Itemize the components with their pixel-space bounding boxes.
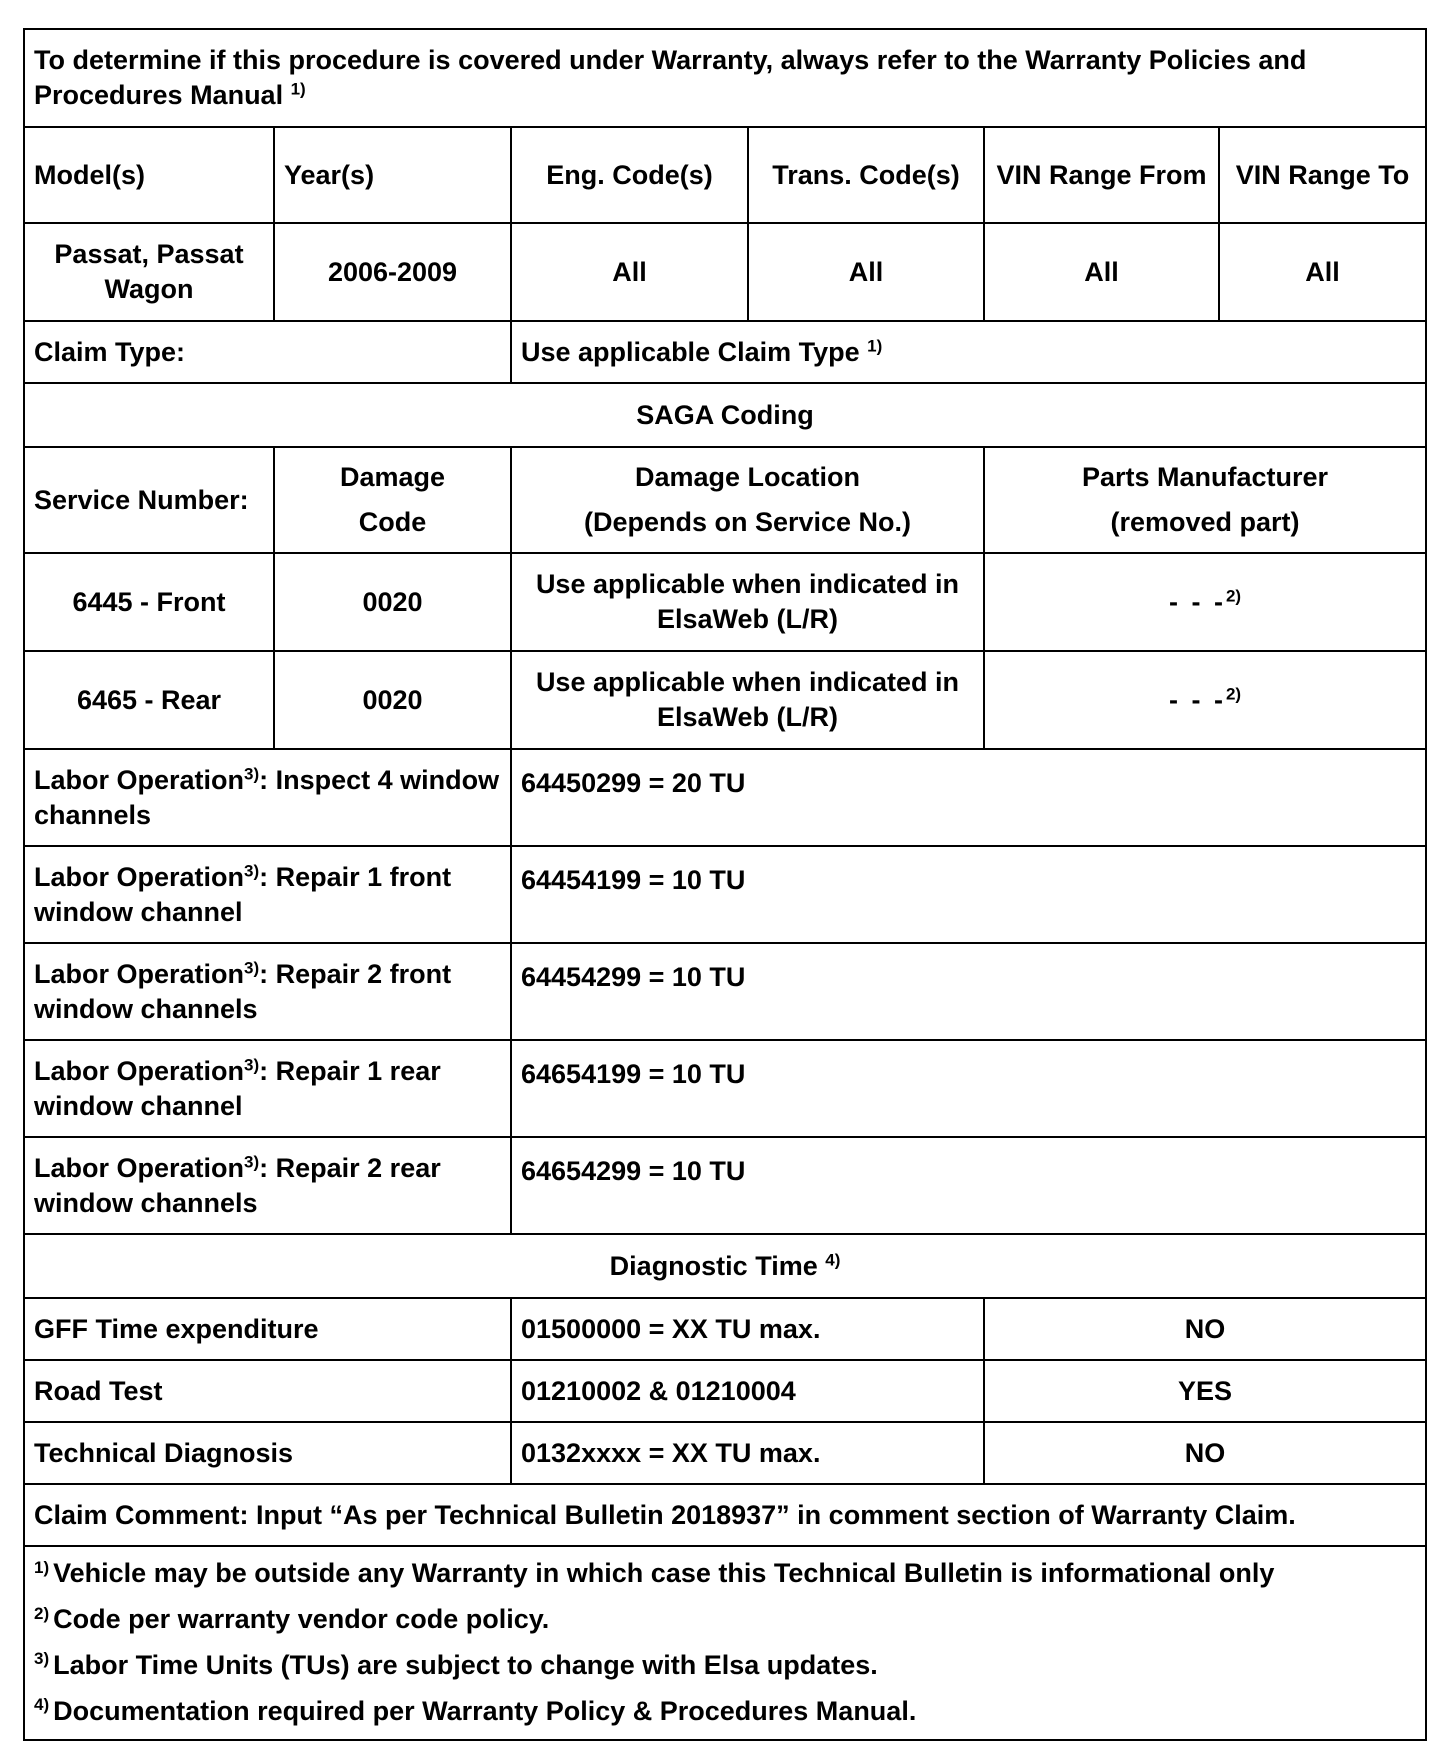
footnote-ref: 1) <box>867 336 883 356</box>
labor-row <box>24 943 1426 1040</box>
claim-type-label: Claim Type: <box>24 321 511 383</box>
footnote-mark: 3) <box>34 1649 50 1669</box>
saga-parts-manufacturer <box>984 553 1426 651</box>
vehicle-years: 2006-2009 <box>274 223 511 321</box>
saga-service-number-label: Service Number: <box>24 447 274 553</box>
diagnostic-code: 0132xxxx = XX TU max. <box>511 1422 984 1484</box>
diagnostic-row <box>24 1422 1426 1484</box>
vehicle-trans-codes: All <box>748 223 984 321</box>
claim-type-text: Use applicable Claim Type <box>521 336 860 367</box>
saga-damage-code: 0020 <box>274 553 511 651</box>
diagnostic-label: Road Test <box>24 1360 511 1422</box>
footnote-ref: 3) <box>244 1055 260 1075</box>
header-trans-codes: Trans. Code(s) <box>748 127 984 223</box>
vehicle-models: Passat, Passat Wagon <box>24 223 274 321</box>
diagnostic-title-row <box>24 1234 1426 1298</box>
footnote-item <box>34 1551 1416 1597</box>
labor-operation-code: 64450299 = 20 TU <box>511 749 1426 846</box>
labor-operation-desc: : Repair 2 rear window channels <box>34 1152 441 1218</box>
saga-row <box>24 553 1426 651</box>
header-models: Model(s) <box>24 127 274 223</box>
damage-code-label-line1: Damage <box>339 462 446 493</box>
saga-header-row <box>24 447 1426 553</box>
labor-operation-prefix: Labor Operation <box>34 861 245 892</box>
diagnostic-title-text: Diagnostic Time <box>609 1250 818 1281</box>
claim-type-value <box>511 321 1426 383</box>
footnote-item <box>34 1643 1416 1689</box>
footnote-text: Code per warranty vendor code policy. <box>53 1603 550 1634</box>
footnote-text: Vehicle may be outside any Warranty in which case this Technical Bulletin is informational only <box>53 1558 1275 1588</box>
footnotes <box>24 1546 1426 1740</box>
diagnostic-flag: YES <box>984 1360 1426 1422</box>
diagnostic-code: 01210002 & 01210004 <box>511 1360 984 1422</box>
footnote-ref: 3) <box>244 958 260 978</box>
labor-operation-prefix: Labor Operation <box>34 958 245 989</box>
saga-damage-location-label <box>511 447 984 553</box>
labor-operation-code: 64654199 = 10 TU <box>511 1040 1426 1137</box>
vehicle-vin-from: All <box>984 223 1219 321</box>
warranty-table <box>23 28 1427 1741</box>
damage-location-label-line2: (Depends on Service No.) <box>583 507 912 537</box>
footnote-item <box>34 1689 1416 1735</box>
labor-operation-prefix: Labor Operation <box>34 1055 245 1086</box>
footnote-mark: 1) <box>34 1557 50 1577</box>
saga-damage-location: Use applicable when indicated in ElsaWeb (L/R) <box>511 651 984 749</box>
intro-row <box>24 29 1426 127</box>
footnote-ref: 3) <box>244 764 260 784</box>
saga-damage-code: 0020 <box>274 651 511 749</box>
warranty-intro-text: To determine if this procedure is covered under Warranty, always refer to the Warranty Policies and Procedures Manual <box>34 45 1307 110</box>
labor-operation-desc: : Repair 1 front window channel <box>34 861 452 927</box>
vehicle-vin-to: All <box>1219 223 1426 321</box>
saga-title-row <box>24 383 1426 447</box>
claim-comment: Claim Comment: Input “As per Technical Bulletin 2018937” in comment section of Warranty Claim. <box>24 1484 1426 1546</box>
header-vin-to: VIN Range To <box>1219 127 1426 223</box>
damage-location-label-line1: Damage Location <box>634 462 861 493</box>
labor-operation-prefix: Labor Operation <box>34 1152 245 1183</box>
labor-operation-desc: : Repair 2 front window channels <box>34 958 452 1024</box>
footnote-mark: 2) <box>34 1603 50 1623</box>
saga-damage-code-label <box>274 447 511 553</box>
vehicle-row <box>24 223 1426 321</box>
vehicle-header-row <box>24 127 1426 223</box>
labor-operation-label <box>24 749 511 846</box>
labor-row <box>24 846 1426 943</box>
footnote-mark: 4) <box>34 1695 50 1715</box>
labor-operation-desc: : Repair 1 rear window channel <box>34 1055 441 1121</box>
saga-service-number: 6445 - Front <box>24 553 274 651</box>
saga-title: SAGA Coding <box>24 383 1426 447</box>
diagnostic-flag: NO <box>984 1298 1426 1360</box>
header-years: Year(s) <box>274 127 511 223</box>
diagnostic-flag: NO <box>984 1422 1426 1484</box>
footnote-ref: 2) <box>1225 586 1242 606</box>
labor-operation-code: 64654299 = 10 TU <box>511 1137 1426 1234</box>
labor-operation-code: 64454199 = 10 TU <box>511 846 1426 943</box>
header-vin-from: VIN Range From <box>984 127 1219 223</box>
saga-damage-location: Use applicable when indicated in ElsaWeb (L/R) <box>511 553 984 651</box>
diagnostic-label: Technical Diagnosis <box>24 1422 511 1484</box>
labor-row <box>24 1040 1426 1137</box>
warranty-intro <box>24 29 1426 127</box>
claim-type-row <box>24 321 1426 383</box>
footnote-ref: 3) <box>244 1152 260 1172</box>
saga-service-number: 6465 - Rear <box>24 651 274 749</box>
header-eng-codes: Eng. Code(s) <box>511 127 748 223</box>
parts-mfr-label-line2: (removed part) <box>1110 507 1300 537</box>
diagnostic-title <box>24 1234 1426 1298</box>
parts-mfr-dash: - - - <box>1168 684 1226 715</box>
footnotes-row <box>24 1546 1426 1740</box>
footnote-ref: 1) <box>290 79 306 99</box>
labor-operation-label <box>24 1040 511 1137</box>
footnote-ref: 2) <box>1225 684 1242 704</box>
labor-row <box>24 1137 1426 1234</box>
parts-mfr-label-line1: Parts Manufacturer <box>1081 462 1329 493</box>
saga-row <box>24 651 1426 749</box>
claim-comment-row <box>24 1484 1426 1546</box>
footnote-item <box>34 1597 1416 1643</box>
vehicle-eng-codes: All <box>511 223 748 321</box>
footnote-text: Documentation required per Warranty Policy & Procedures Manual. <box>53 1695 917 1726</box>
parts-mfr-dash: - - - <box>1168 586 1226 617</box>
labor-operation-desc: : Inspect 4 window channels <box>34 764 500 830</box>
footnote-ref: 3) <box>244 861 260 881</box>
saga-parts-manufacturer-label <box>984 447 1426 553</box>
diagnostic-row <box>24 1360 1426 1422</box>
diagnostic-label: GFF Time expenditure <box>24 1298 511 1360</box>
labor-operation-code: 64454299 = 10 TU <box>511 943 1426 1040</box>
damage-code-label-line2: Code <box>358 507 427 537</box>
labor-operation-label <box>24 846 511 943</box>
footnote-text: Labor Time Units (TUs) are subject to change with Elsa updates. <box>53 1649 878 1680</box>
saga-parts-manufacturer <box>984 651 1426 749</box>
footnote-ref: 4) <box>825 1250 841 1270</box>
labor-row <box>24 749 1426 846</box>
diagnostic-row <box>24 1298 1426 1360</box>
labor-operation-prefix: Labor Operation <box>34 764 245 795</box>
labor-operation-label <box>24 943 511 1040</box>
diagnostic-code: 01500000 = XX TU max. <box>511 1298 984 1360</box>
labor-operation-label <box>24 1137 511 1234</box>
